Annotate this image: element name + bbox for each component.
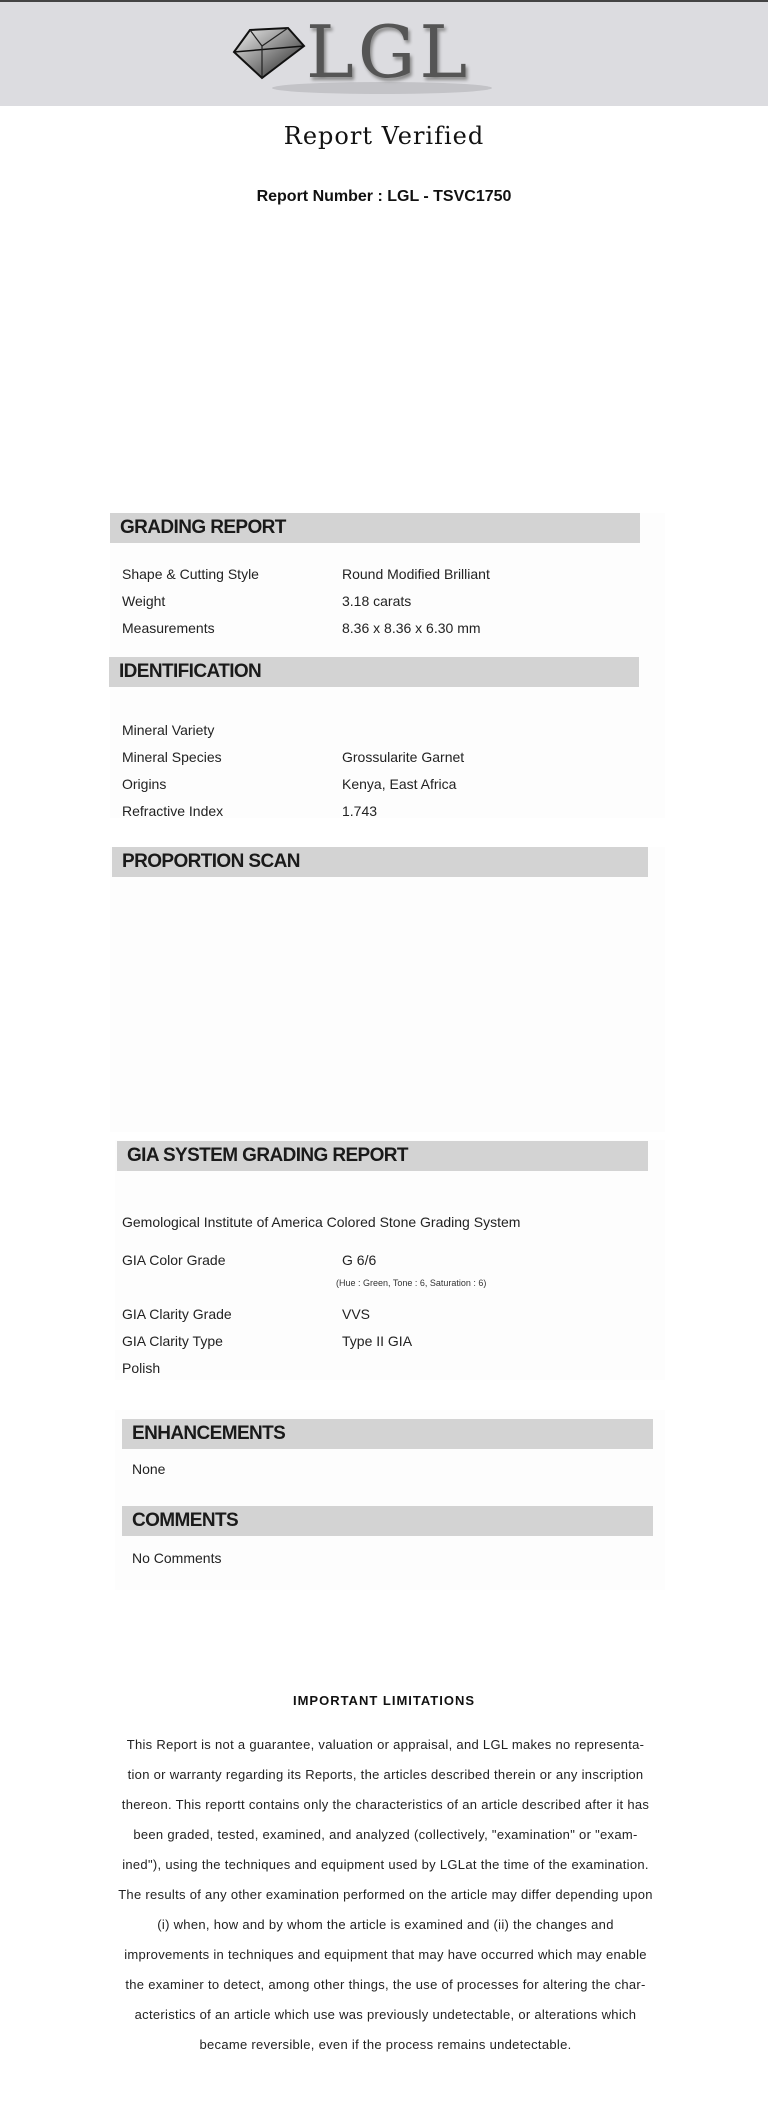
report-number: Report Number : LGL - TSVC1750 — [256, 188, 512, 205]
proportion-scan-panel — [110, 847, 665, 1132]
logo-text: LGL — [306, 10, 472, 94]
mineral-variety-label: Mineral Variety — [122, 722, 215, 738]
lgl-logo[interactable] — [232, 10, 492, 96]
header-banner — [0, 0, 768, 106]
enhancements-value: None — [132, 1461, 166, 1477]
grading-report-heading: GRADING REPORT — [110, 513, 640, 543]
mineral-species-value: Grossularite Garnet — [342, 749, 465, 765]
refractive-index-value: 1.743 — [342, 803, 378, 819]
refractive-index-label: Refractive Index — [122, 803, 224, 819]
page-title: Report Verified — [283, 122, 485, 150]
measurements-value: 8.36 x 8.36 x 6.30 mm — [342, 620, 481, 636]
gia-heading: GIA SYSTEM GRADING REPORT — [117, 1141, 648, 1171]
gia-clarity-grade-label: GIA Clarity Grade — [122, 1306, 232, 1322]
comments-heading: COMMENTS — [122, 1506, 653, 1536]
enhancements-heading: ENHANCEMENTS — [122, 1419, 653, 1449]
gia-clarity-grade-value: VVS — [342, 1306, 371, 1322]
weight-label: Weight — [122, 593, 166, 609]
comments-value: No Comments — [132, 1550, 222, 1566]
limitations-heading: IMPORTANT LIMITATIONS — [292, 1693, 476, 1708]
shape-value: Round Modified Brilliant — [342, 566, 490, 582]
origins-label: Origins — [122, 776, 167, 792]
proportion-scan-heading: PROPORTION SCAN — [112, 847, 648, 877]
origins-value: Kenya, East Africa — [342, 776, 457, 792]
gia-system-name: Gemological Institute of America Colored Stone Grading System — [122, 1214, 521, 1230]
gia-color-grade-value: G 6/6 — [342, 1252, 377, 1268]
identification-heading: IDENTIFICATION — [109, 657, 639, 687]
shape-label: Shape & Cutting Style — [122, 566, 259, 582]
mineral-species-label: Mineral Species — [122, 749, 222, 765]
gia-color-grade-label: GIA Color Grade — [122, 1252, 226, 1268]
gia-clarity-type-value: Type II GIA — [342, 1333, 413, 1349]
weight-value: 3.18 carats — [342, 593, 412, 609]
gia-clarity-type-label: GIA Clarity Type — [122, 1333, 223, 1349]
measurements-label: Measurements — [122, 620, 215, 636]
limitations-text: This Report is not a guarantee, valuation or appraisal, and LGL makes no representa-tion or warranty regarding its Reports, the articles described therein or any inscription thereon. This reportt contains only the characteristics of an article described after it has been graded, tested, examined, and analyzed (collectively, "examination" or "exam-ined"), using the techniques and equipment used by LGLat the time of the examination. The results of any other examination performed on the article may differ depending upon (i) when, how and by whom the article is examined and (ii) the changes and improvements in techniques and equipment that may have occurred which may enable the examiner to detect, among other things, the use of processes for altering the char-acteristics of an article which use was previously undetectable, or alterations which became reversible, even if the process remains undetectable. — [118, 1737, 653, 2052]
polish-label: Polish — [122, 1360, 161, 1376]
gia-color-grade-note: (Hue : Green, Tone : 6, Saturation : 6) — [336, 1278, 487, 1288]
